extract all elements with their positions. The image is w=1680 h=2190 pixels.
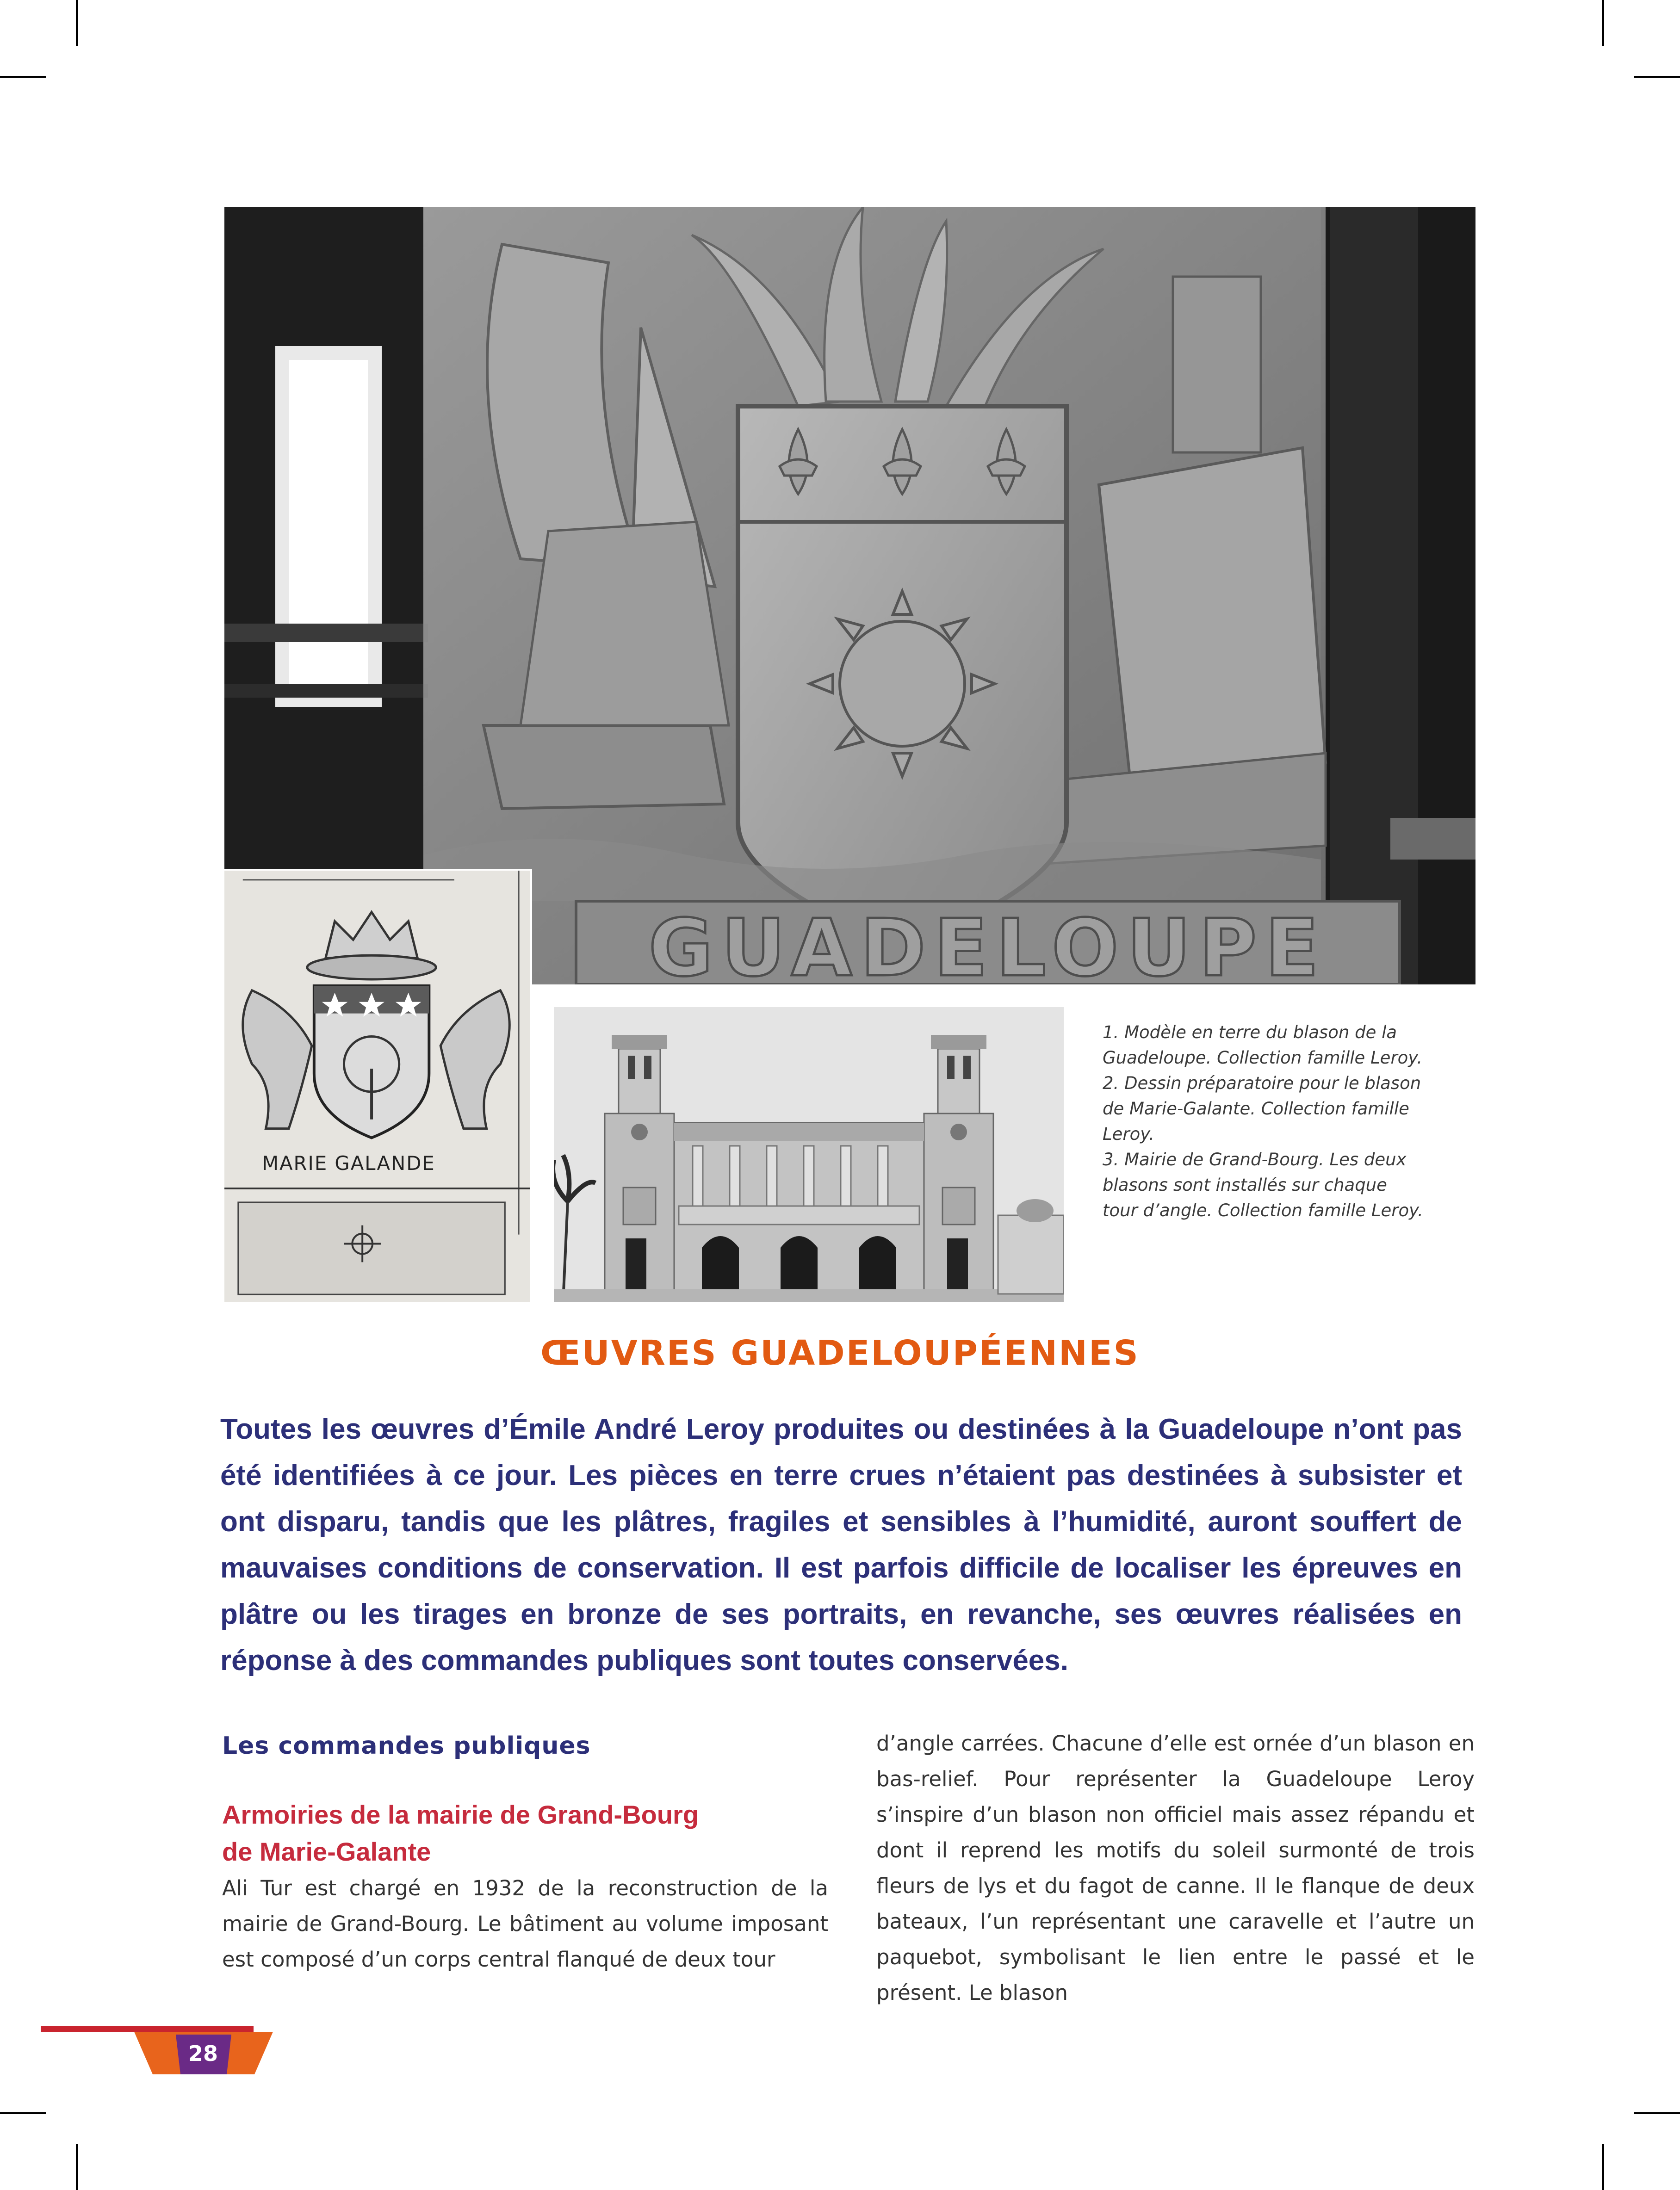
crop-mark xyxy=(1602,2144,1604,2190)
caption-line: 1. Modèle en terre du blason de la Guadeloupe. Collection famille Leroy. xyxy=(1103,1022,1423,1068)
column-left xyxy=(222,1726,828,1977)
page-number: 28 xyxy=(188,2041,218,2066)
body-text: Ali Tur est chargé en 1932 de la reconstruction de la mairie de Grand-Bourg. Le bâtiment au volume imposant est composé d’un corps central flanqué de deux tour xyxy=(222,1876,828,1972)
crop-mark xyxy=(0,76,46,78)
body-text: d’angle carrées. Chacune d’elle est ornée d’un blason en bas-relief. Pour représenter la Guadeloupe Leroy s’inspire d’un blason non officiel mais assez répandu et dont il reprend les motifs du soleil surmonté de trois fleurs de lys et du fagot de canne. Il le flanque de deux bateaux, l’un représentant une caravelle et l’autre un paquebot, symbolisant le lien entre le passé et le présent. Le blason xyxy=(876,1731,1475,2005)
photo-captions xyxy=(1103,1020,1426,1223)
article-heading: Armoiries de la mairie de Grand-Bourg xyxy=(222,1800,699,1829)
caption-line: 2. Dessin préparatoire pour le blason de Marie-Galante. Collection famille Leroy. xyxy=(1103,1073,1421,1144)
folio-rule xyxy=(41,2026,254,2032)
guadeloupe-blason-photo xyxy=(224,207,1475,984)
article-heading: de Marie-Galante xyxy=(222,1837,431,1866)
subheading: Les commandes publiques xyxy=(222,1732,591,1760)
marie-galante-drawing xyxy=(224,869,532,1302)
crop-mark xyxy=(76,2144,78,2190)
crop-mark xyxy=(76,0,78,46)
section-title: ŒUVRES GUADELOUPÉENNES xyxy=(540,1333,1140,1373)
column-right xyxy=(876,1726,1475,2011)
crop-mark xyxy=(1602,0,1604,46)
lead-paragraph: Toutes les œuvres d’Émile André Leroy produites ou destinées à la Guadeloupe n’ont pas été identifiées à ce jour. Les pièces en terre crues n’étaient pas destinées à subsister et ont disparu, tandis que les plâtres, fragiles et sensibles à l’humidité, auront souffert de mauvaises conditions de conservation. Il est parfois difficile de localiser les épreuves en plâtre ou les tirages en bronze de ses portraits, en revanche, ses œuvres réalisées en réponse à des commandes publiques sont toutes conservées. xyxy=(220,1413,1462,1677)
guadeloupe-inscription: GUADELOUPE xyxy=(648,903,1327,984)
caption-line: 3. Mairie de Grand-Bourg. Les deux blasons sont installés sur chaque tour d’angle. Collection famille Leroy. xyxy=(1103,1150,1423,1220)
crop-mark xyxy=(1634,76,1680,78)
mairie-grand-bourg-photo xyxy=(554,1007,1064,1302)
crop-mark xyxy=(1634,2112,1680,2114)
crop-mark xyxy=(0,2112,46,2114)
marie-galande-label: MARIE GALANDE xyxy=(262,1152,435,1175)
